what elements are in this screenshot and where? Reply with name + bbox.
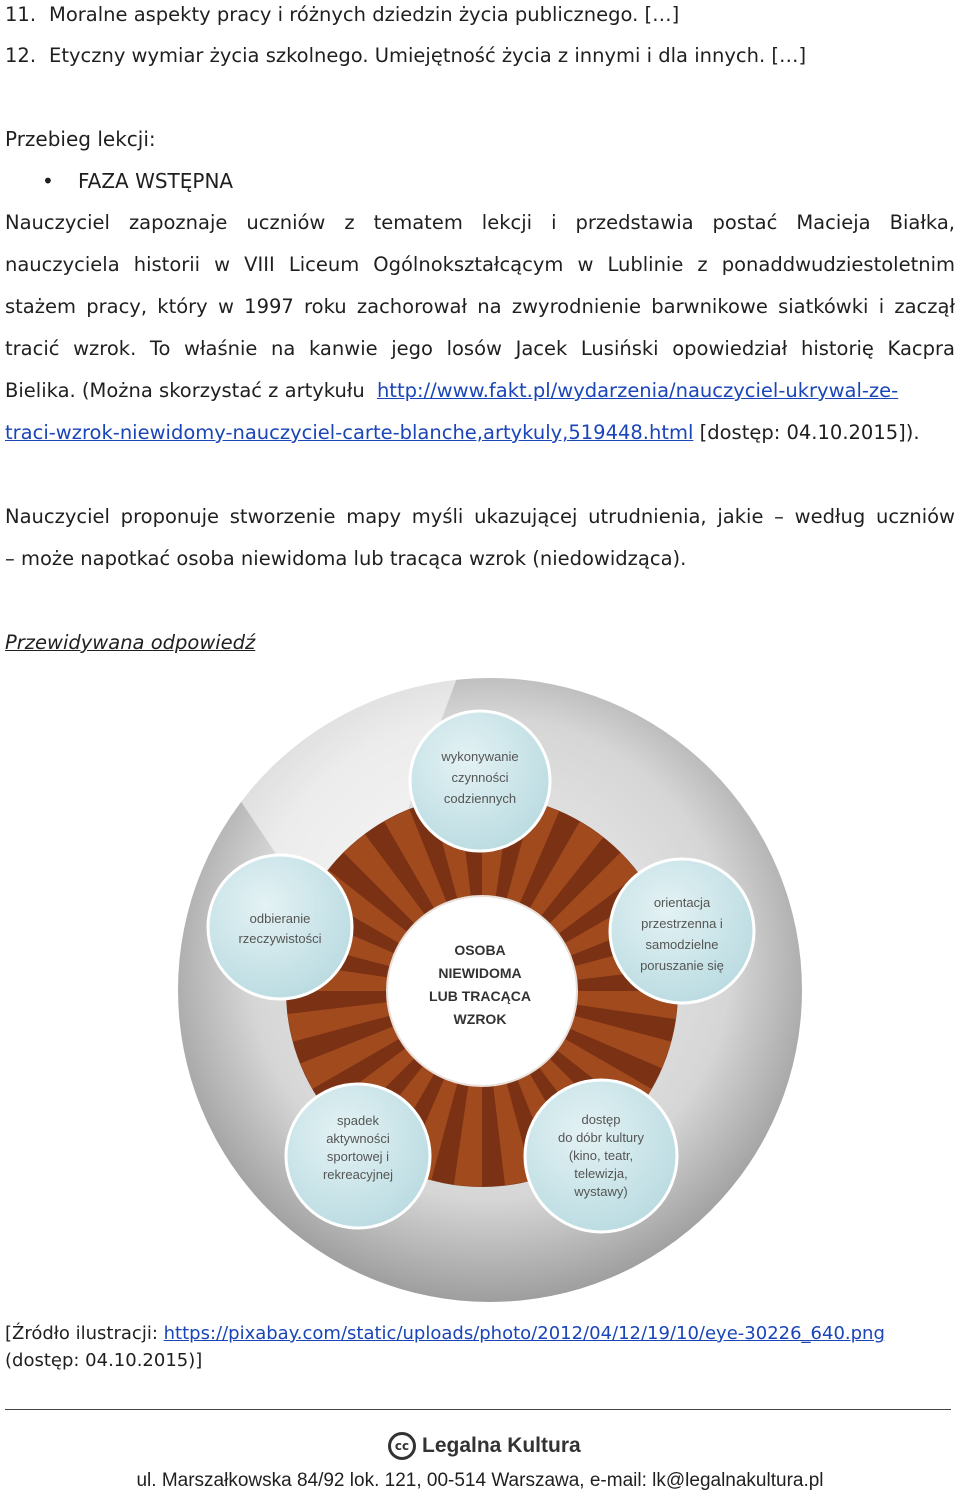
node-label-line: samodzielne (645, 937, 719, 952)
node-label-line: telewizja, (574, 1166, 628, 1181)
footer-logo (388, 1432, 581, 1460)
source-link[interactable]: https://pixabay.com/static/uploads/photo/2012/04/12/19/10/eye-30226_640.png (163, 1323, 885, 1344)
footer-address: ul. Marszałkowska 84/92 lok. 121, 00-514 Warszawa, e-mail: lk@legalnakultura.pl (136, 1470, 824, 1491)
node-label-line: odbieranie (249, 911, 311, 926)
node-label-line: orientacja (653, 895, 711, 910)
list-text: Etyczny wymiar życia szkolnego. Umiejętność życia z innymi i dla innych. […] (49, 44, 807, 67)
diagram-node (208, 855, 352, 999)
article-prefix: Bielika. (Można skorzystać z artykułu (5, 379, 365, 402)
diagram-node (410, 711, 550, 851)
article-link[interactable]: http://www.fakt.pl/wydarzenia/nauczyciel-ukrywal-ze- (376, 379, 899, 402)
list-item (5, 3, 679, 27)
footer-divider (5, 1409, 951, 1410)
node-label-line: codziennych (443, 791, 517, 806)
source-access-date: (dostęp: 04.10.2015)] (5, 1350, 203, 1371)
paragraph-line (5, 421, 920, 445)
paragraph-line: nauczyciela historii w VIII Liceum Ogólnokształcącym w Lublinie z ponaddwudziestoletnim (5, 253, 955, 276)
paragraph-line: tracić wzrok. To właśnie na kanwie jego losów Jacek Lusiński opowiedział historię Kacpra (5, 337, 955, 360)
phase-title: FAZA WSTĘPNA (78, 169, 234, 193)
paragraph-line: Nauczyciel zapoznaje uczniów z tematem lekcji i przedstawia postać Macieja Białka, (5, 211, 955, 234)
lesson-heading: Przebieg lekcji: (5, 127, 156, 151)
expected-answer-label: Przewidywana odpowiedź (5, 631, 256, 654)
source-prefix: [Źródło ilustracji: (5, 1323, 158, 1344)
node-label-line: poruszanie się (640, 958, 724, 973)
node-label-line: rzeczywistości (238, 931, 322, 946)
creative-commons-icon: cc (388, 1432, 416, 1460)
logo-text: Legalna Kultura (422, 1434, 581, 1457)
article-link-continued[interactable]: traci-wzrok-niewidomy-nauczyciel-carte-blanche,artykuly,519448.html (5, 421, 694, 444)
diagram-node (286, 1084, 430, 1228)
center-label-line: LUB TRACĄCA (429, 988, 531, 1004)
node-label-line: wystawy) (574, 1184, 628, 1199)
node-label-line: dostęp (581, 1112, 621, 1127)
node-label-line: spadek (337, 1113, 379, 1128)
center-label-line: NIEWIDOMA (438, 965, 522, 981)
paragraph-line: – może napotkać osoba niewidoma lub tracąca wzrok (niedowidząca). (5, 547, 687, 570)
node-label-line: aktywności (326, 1131, 390, 1146)
access-date: [dostęp: 04.10.2015]). (699, 421, 920, 444)
node-label-line: do dóbr kultury (558, 1130, 644, 1145)
list-text: Moralne aspekty pracy i różnych dziedzin życia publicznego. […] (49, 3, 680, 26)
node-label-line: przestrzenna i (641, 916, 723, 931)
node-label-line: czynności (451, 770, 509, 785)
image-source (5, 1322, 885, 1345)
paragraph-line: Nauczyciel proponuje stworzenie mapy myśli ukazującej utrudnienia, jakie – według uczniów (5, 505, 955, 528)
node-label-line: (kino, teatr, (568, 1148, 634, 1163)
paragraph-line: stażem pracy, który w 1997 roku zachorował na zwyrodnienie barwnikowe siatkówki i zaczął (5, 295, 955, 318)
center-label-line: WZROK (453, 1011, 507, 1027)
node-label-line: rekreacyjnej (322, 1167, 394, 1182)
mind-map-diagram (170, 665, 810, 1305)
paragraph-line (5, 379, 955, 403)
diagram-node (610, 859, 754, 1003)
node-label-line: wykonywanie (441, 749, 519, 764)
bullet-icon: • (42, 169, 54, 193)
list-number: 12. (5, 44, 37, 67)
diagram-node (525, 1080, 677, 1232)
list-number: 11. (5, 3, 37, 26)
center-label-line: OSOBA (454, 942, 506, 958)
list-item (5, 44, 806, 68)
node-label-line: sportowej i (326, 1149, 390, 1164)
